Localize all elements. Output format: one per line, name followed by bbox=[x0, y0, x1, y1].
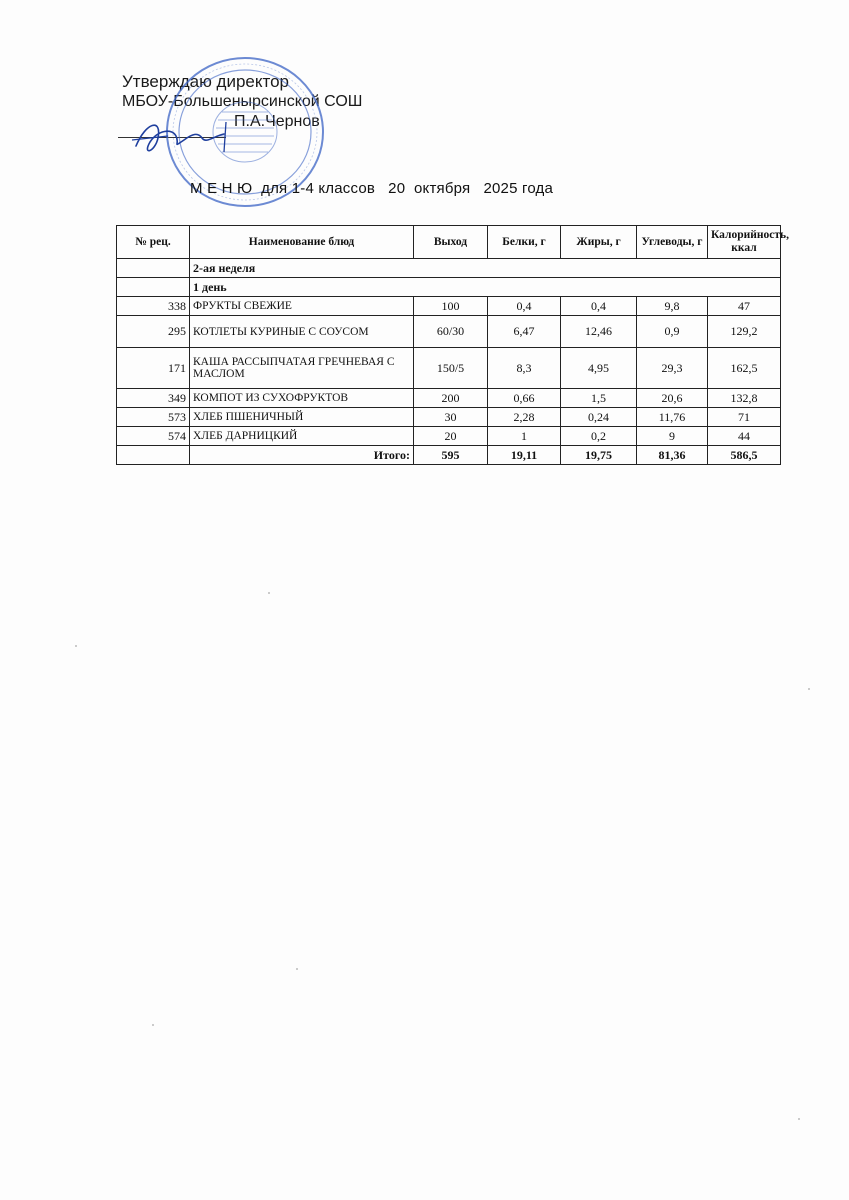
week-row bbox=[117, 259, 781, 278]
scan-speck bbox=[152, 1024, 154, 1026]
scan-speck bbox=[75, 645, 77, 647]
protein: 0,66 bbox=[488, 389, 561, 408]
calories: 132,8 bbox=[708, 389, 781, 408]
protein: 1 bbox=[488, 427, 561, 446]
director-name: П.А.Чернов bbox=[234, 113, 320, 130]
portion: 30 bbox=[414, 408, 488, 427]
carbs: 11,76 bbox=[637, 408, 708, 427]
dish-name: ХЛЕБ ПШЕНИЧНЫЙ bbox=[190, 408, 414, 427]
table-row bbox=[117, 348, 781, 389]
carbs: 9,8 bbox=[637, 297, 708, 316]
menu-table bbox=[116, 225, 789, 465]
calories: 129,2 bbox=[708, 316, 781, 348]
total-carbs: 81,36 bbox=[637, 446, 708, 465]
table-row bbox=[117, 427, 781, 446]
portion: 60/30 bbox=[414, 316, 488, 348]
week-row-spacer bbox=[117, 259, 190, 278]
recipe-number: 295 bbox=[117, 316, 190, 348]
scan-speck bbox=[808, 688, 810, 690]
dish-name: КАША РАССЫПЧАТАЯ ГРЕЧНЕВАЯ С МАСЛОМ bbox=[190, 348, 414, 389]
fat: 4,95 bbox=[561, 348, 637, 389]
carbs: 29,3 bbox=[637, 348, 708, 389]
header-recipe-number: № рец. bbox=[117, 226, 190, 259]
table-row bbox=[117, 389, 781, 408]
calories: 47 bbox=[708, 297, 781, 316]
recipe-number: 349 bbox=[117, 389, 190, 408]
menu-title: М Е Н Ю для 1-4 классов 20 октября 2025 года bbox=[190, 180, 554, 197]
recipe-number: 171 bbox=[117, 348, 190, 389]
fat: 1,5 bbox=[561, 389, 637, 408]
fat: 0,2 bbox=[561, 427, 637, 446]
table-header-row bbox=[117, 226, 781, 259]
portion: 200 bbox=[414, 389, 488, 408]
protein: 6,47 bbox=[488, 316, 561, 348]
protein: 0,4 bbox=[488, 297, 561, 316]
recipe-number: 574 bbox=[117, 427, 190, 446]
scan-speck bbox=[268, 592, 270, 594]
recipe-number: 573 bbox=[117, 408, 190, 427]
dish-name: ФРУКТЫ СВЕЖИЕ bbox=[190, 297, 414, 316]
header-dish-name: Наименование блюд bbox=[190, 226, 414, 259]
day-row bbox=[117, 278, 781, 297]
dish-name: КОТЛЕТЫ КУРИНЫЕ С СОУСОМ bbox=[190, 316, 414, 348]
approval-title: Утверждаю директор bbox=[122, 72, 290, 91]
calories: 44 bbox=[708, 427, 781, 446]
header-fat: Жиры, г bbox=[561, 226, 637, 259]
table-row bbox=[117, 316, 781, 348]
portion: 20 bbox=[414, 427, 488, 446]
dish-name: ХЛЕБ ДАРНИЦКИЙ bbox=[190, 427, 414, 446]
fat: 0,24 bbox=[561, 408, 637, 427]
dish-name: КОМПОТ ИЗ СУХОФРУКТОВ bbox=[190, 389, 414, 408]
total-fat: 19,75 bbox=[561, 446, 637, 465]
total-portion: 595 bbox=[414, 446, 488, 465]
table-row bbox=[117, 408, 781, 427]
header-protein: Белки, г bbox=[488, 226, 561, 259]
scan-speck bbox=[296, 968, 298, 970]
carbs: 9 bbox=[637, 427, 708, 446]
table-row bbox=[117, 297, 781, 316]
portion: 150/5 bbox=[414, 348, 488, 389]
signature-line bbox=[118, 137, 226, 138]
total-row bbox=[117, 446, 781, 465]
approval-block bbox=[122, 72, 362, 132]
header-calories: Калорийность, ккал bbox=[708, 226, 781, 259]
day-label: 1 день bbox=[190, 278, 781, 297]
header-carbs: Углеводы, г bbox=[637, 226, 708, 259]
school-name: МБОУ-Большенырсинской СОШ bbox=[122, 93, 363, 110]
protein: 8,3 bbox=[488, 348, 561, 389]
total-label: Итого: bbox=[190, 446, 414, 465]
carbs: 0,9 bbox=[637, 316, 708, 348]
carbs: 20,6 bbox=[637, 389, 708, 408]
total-calories: 586,5 bbox=[708, 446, 781, 465]
portion: 100 bbox=[414, 297, 488, 316]
protein: 2,28 bbox=[488, 408, 561, 427]
week-label: 2-ая неделя bbox=[190, 259, 781, 278]
day-row-spacer bbox=[117, 278, 190, 297]
fat: 0,4 bbox=[561, 297, 637, 316]
calories: 71 bbox=[708, 408, 781, 427]
scan-speck bbox=[798, 1118, 800, 1120]
fat: 12,46 bbox=[561, 316, 637, 348]
total-spacer bbox=[117, 446, 190, 465]
calories: 162,5 bbox=[708, 348, 781, 389]
total-protein: 19,11 bbox=[488, 446, 561, 465]
recipe-number: 338 bbox=[117, 297, 190, 316]
header-portion: Выход bbox=[414, 226, 488, 259]
